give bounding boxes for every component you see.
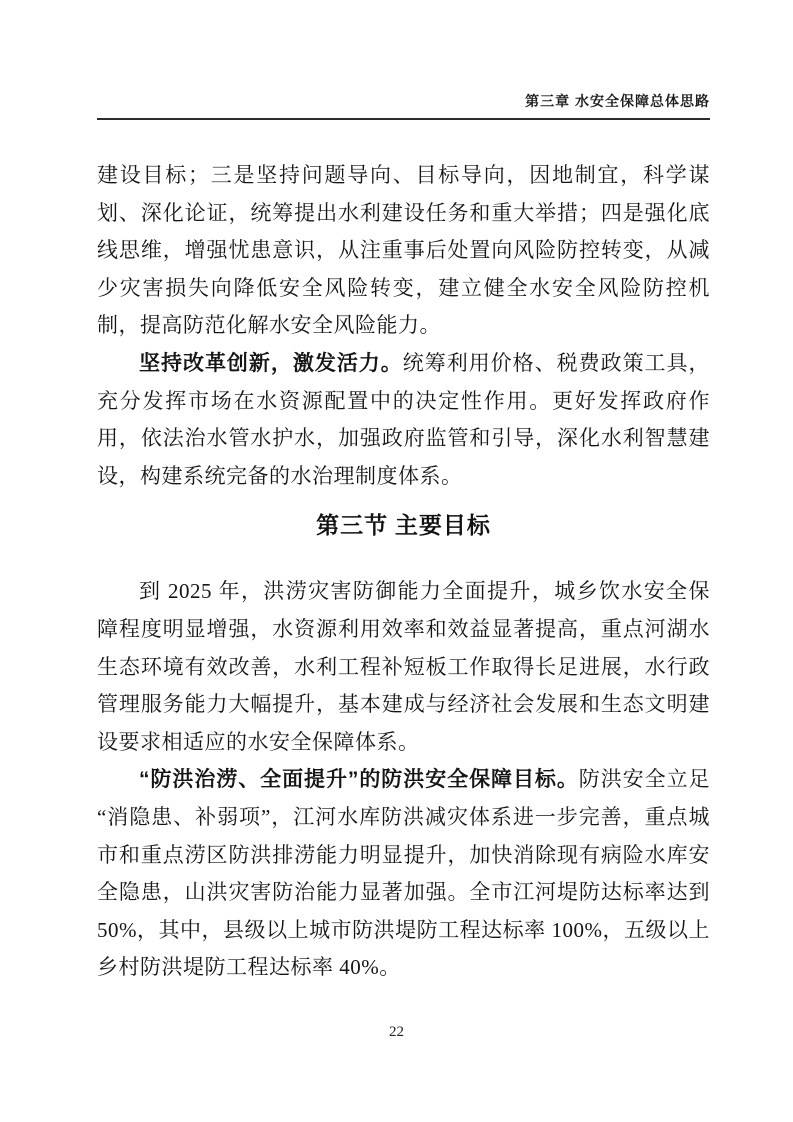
paragraph-lead: “防洪治涝、全面提升”的防洪安全保障目标。 [139, 768, 579, 792]
paragraph-text: 统筹利用价格、税费政策工具，充分发挥市场在水资源配置中的决定性作用。更好发挥政府作用，依法治水管水护水，加强政府监管和引导，深化水利智慧建设，构建系统完备的水治理制度体系。 [97, 350, 711, 488]
paragraph-text: 防洪安全立足“消隐患、补弱项”，江河水库防洪减灾体系进一步完善，重点城市和重点涝区防洪排涝能力明显提升，加快消除现有病险水库安全隐患，山洪灾害防治能力显著加强。全市江河堤防达标率达到 50%，其中，县级以上城市防洪堤防工程达标率 100%，五级以上乡村防洪堤防工程达标率 40%。 [97, 767, 711, 980]
chapter-header-text: 第三章 水安全保障总体思路 [525, 93, 710, 109]
body-paragraph-continuation: 建设目标；三是坚持问题导向、目标导向，因地制宜，科学谋划、深化论证，统筹提出水利建设任务和重大举措；四是强化底线思维，增强忧患意识，从注重事后处置向风险防控转变，从减少灾害损失向降低安全风险转变，建立健全水安全风险防控机制，提高防范化解水安全风险能力。 [97, 163, 710, 338]
paragraph-lead: 坚持改革创新，激发活力。 [139, 351, 403, 375]
body-paragraph [97, 345, 710, 495]
section-heading: 第三节 主要目标 [316, 513, 491, 539]
document-body [97, 157, 710, 987]
body-paragraph [97, 761, 710, 987]
page-header [97, 0, 710, 120]
page-number: 22 [389, 1024, 404, 1040]
body-paragraph: 到 2025 年，洪涝灾害防御能力全面提升，城乡饮水安全保障程度明显增强，水资源利用效率和效益显著提高，重点河湖水生态环境有效改善，水利工程补短板工作取得长足进展，水行政管理服务能力大幅提升，基本建成与经济社会发展和生态文明建设要求相适应的水安全保障体系。 [97, 579, 710, 754]
page-footer [0, 1023, 793, 1041]
header-rule [97, 118, 710, 120]
